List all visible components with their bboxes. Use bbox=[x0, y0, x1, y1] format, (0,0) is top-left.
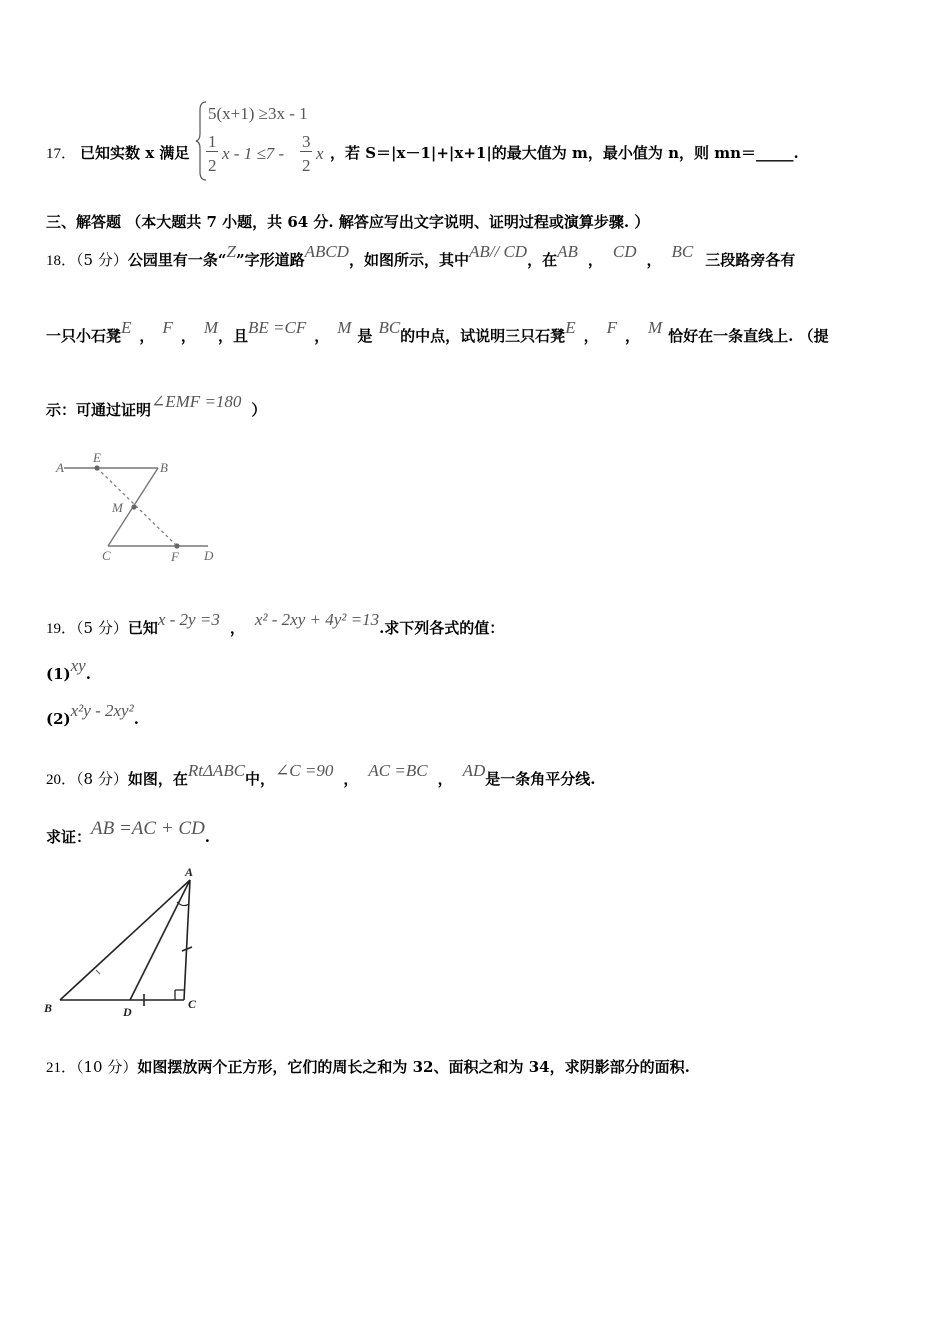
label-b: B bbox=[160, 460, 168, 475]
q18-is: 是 bbox=[357, 327, 373, 345]
segment-ad bbox=[130, 880, 190, 1000]
q17-system-line2: x - 1 ≤7 - bbox=[222, 144, 285, 163]
q18-line1 bbox=[46, 242, 796, 270]
tick-ab bbox=[96, 970, 100, 974]
q18-cd: CD bbox=[612, 242, 637, 261]
label-a: A bbox=[185, 865, 194, 879]
point-e bbox=[94, 465, 99, 470]
q17-x: x bbox=[316, 144, 324, 163]
q18-t6: 一只小石凳 bbox=[46, 327, 122, 345]
q19-part2 bbox=[46, 701, 139, 729]
q20-t3: 是一条角平分线. bbox=[485, 770, 596, 788]
q20-prove-end: . bbox=[204, 828, 211, 846]
q18-t1: 公园里有一条“ bbox=[127, 251, 227, 269]
segment-emf bbox=[97, 468, 177, 546]
q20-t2: 中， bbox=[245, 770, 276, 788]
q20-comma-2: ， bbox=[437, 770, 453, 788]
q20-prove-label: 求证： bbox=[46, 828, 92, 846]
q17-frac2-num: 3 bbox=[302, 132, 311, 151]
label-c: C bbox=[102, 548, 111, 563]
q21-score: （10 分） bbox=[76, 1058, 138, 1076]
q18-bc-2: BC bbox=[378, 318, 401, 337]
q18-t4: ，在 bbox=[527, 251, 558, 269]
q19-p1-expr: xy bbox=[70, 656, 86, 675]
q17-system-line1: 5(x+1) ≥3x - 1 bbox=[208, 104, 308, 123]
q18-t9: 恰好在一条直线上. （提 bbox=[668, 327, 829, 345]
q20-number: 20． bbox=[46, 772, 77, 788]
q18-be-cf: BE =CF bbox=[248, 318, 307, 337]
q18-t8: 的中点，试说明三只石凳 bbox=[400, 327, 566, 345]
q18-f-2: F bbox=[606, 318, 617, 337]
q18-abcd: ABCD bbox=[304, 242, 349, 261]
q19-score: （5 分） bbox=[76, 619, 128, 637]
q20-prove-expr: AB =AC + CD bbox=[91, 818, 205, 839]
q18-t2: ”字形道路 bbox=[235, 251, 305, 269]
q18-f: F bbox=[162, 318, 173, 337]
q18-line2 bbox=[46, 318, 829, 346]
q18-parallel: AB// CD bbox=[468, 242, 528, 261]
q18-z: Z bbox=[226, 242, 236, 261]
q21 bbox=[46, 1056, 690, 1077]
q17-frac1-den: 2 bbox=[208, 156, 217, 175]
q19-p1-end: . bbox=[85, 665, 91, 683]
label-f: F bbox=[171, 549, 179, 564]
q19-number: 19． bbox=[46, 621, 77, 637]
right-angle-mark bbox=[175, 990, 184, 1000]
q19-t1: 已知 bbox=[127, 619, 158, 637]
q17-suffix: ，若 S＝|x－1|+|x+1|的最大值为 m，最小值为 n，则 mn＝_____. bbox=[330, 144, 799, 162]
q18-comma-1: ， bbox=[587, 251, 603, 269]
segment-ab bbox=[60, 880, 190, 1000]
q18-ab: AB bbox=[557, 242, 578, 261]
q19-eq2: x² - 2xy + 4y² =13 bbox=[254, 610, 380, 629]
q20-comma-1: ， bbox=[343, 770, 359, 788]
segment-ac bbox=[184, 880, 190, 1000]
q20-tri: RtΔABC bbox=[187, 761, 246, 780]
q18-e-2: E bbox=[565, 318, 576, 337]
q19-p2-expr: x²y - 2xy² bbox=[70, 701, 134, 720]
q19-p2-label: (2) bbox=[46, 710, 71, 728]
point-f bbox=[174, 543, 179, 548]
q18-line3 bbox=[46, 392, 267, 420]
q18-comma-7: ， bbox=[624, 327, 640, 345]
q19-line1 bbox=[46, 610, 505, 638]
q17-number: 17． bbox=[46, 146, 77, 162]
q21-number: 21． bbox=[46, 1060, 77, 1076]
q17-frac1-bar bbox=[206, 151, 218, 152]
q20-figure bbox=[40, 862, 220, 1022]
q20-ad: AD bbox=[462, 761, 486, 780]
q17-frac2-bar bbox=[300, 151, 312, 152]
q17-frac1-num: 1 bbox=[208, 132, 217, 151]
label-e: E bbox=[93, 450, 101, 465]
q19-p1-label: (1) bbox=[46, 665, 71, 683]
q18-number: 18． bbox=[46, 253, 77, 269]
q20-eq: AC =BC bbox=[368, 761, 428, 780]
q18-comma-2: ， bbox=[646, 251, 662, 269]
q20-line1 bbox=[46, 761, 596, 789]
q19-comma: ， bbox=[229, 619, 245, 637]
q18-t7: ，且 bbox=[218, 327, 249, 345]
q18-score: （5 分） bbox=[76, 251, 128, 269]
q18-comma-6: ， bbox=[583, 327, 599, 345]
label-a: A bbox=[56, 460, 64, 475]
q20-angle: ∠C =90 bbox=[275, 761, 334, 780]
q17-prefix: 已知实数 x 满足 bbox=[80, 144, 190, 162]
q18-t3: ，如图所示，其中 bbox=[348, 251, 469, 269]
q21-text: 如图摆放两个正方形，它们的周长之和为 32、面积之和为 34，求阴影部分的面积. bbox=[137, 1058, 690, 1076]
q19-part1 bbox=[46, 656, 91, 684]
q18-m-2: M bbox=[337, 318, 352, 337]
q18-comma-4: ， bbox=[180, 327, 196, 345]
q18-close: ） bbox=[251, 401, 267, 419]
q20-score: （8 分） bbox=[76, 770, 128, 788]
q18-bc: BC bbox=[671, 242, 694, 261]
label-d: D bbox=[204, 548, 214, 563]
section-3-title: 三、解答题 （本大题共 7 小题，共 64 分. 解答应写出文字说明、证明过程或演算步骤. ） bbox=[46, 213, 650, 231]
label-c: C bbox=[188, 997, 197, 1011]
q18-comma-3: ， bbox=[139, 327, 155, 345]
q18-m: M bbox=[203, 318, 218, 337]
q19-eq1: x - 2y =3 bbox=[157, 610, 220, 629]
q20-prove bbox=[46, 818, 211, 848]
q18-m-3: M bbox=[648, 318, 663, 337]
point-m bbox=[131, 504, 136, 509]
q17-frac2-den: 2 bbox=[302, 156, 311, 175]
q18-e: E bbox=[121, 318, 132, 337]
q18-angle: ∠EMF =180 bbox=[151, 392, 242, 411]
label-d: D bbox=[123, 1005, 132, 1019]
label-b: B bbox=[44, 1001, 53, 1015]
q18-t5: 三段路旁各有 bbox=[705, 251, 796, 269]
q19-t2: .求下列各式的值： bbox=[379, 619, 505, 637]
q18-t10: 示：可通过证明 bbox=[46, 401, 152, 419]
q18-comma-5: ， bbox=[314, 327, 330, 345]
q19-p2-end: . bbox=[133, 710, 139, 728]
q18-figure bbox=[50, 450, 230, 570]
label-m: M bbox=[112, 500, 123, 515]
q20-t1: 如图，在 bbox=[127, 770, 188, 788]
